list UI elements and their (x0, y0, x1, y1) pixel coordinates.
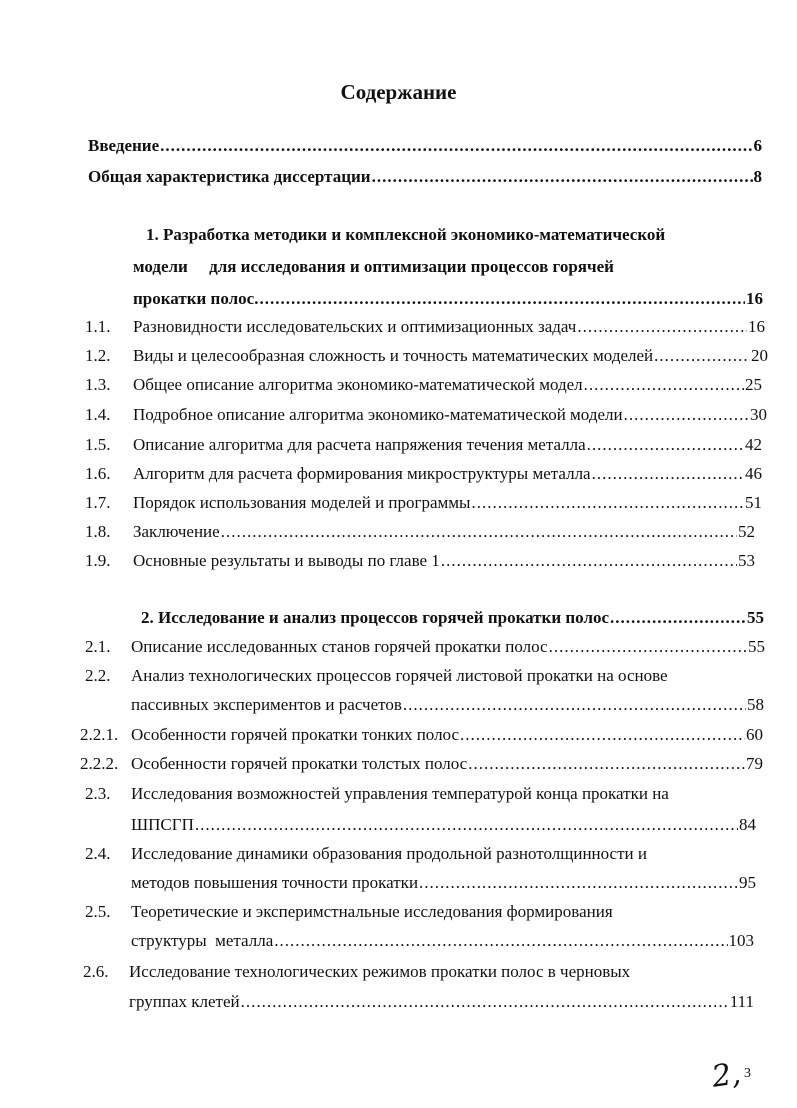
toc-entry-text: 2. Исследование и анализ процессов горячей прокатки полос (141, 608, 610, 627)
toc-leader-dots (468, 753, 745, 775)
toc-entry-text: прокатки полос. (133, 289, 259, 308)
toc-leader-dots (160, 135, 752, 157)
toc-leader-dots (549, 636, 747, 658)
toc-entry-2-5[interactable] (131, 930, 754, 952)
toc-leader-dots (584, 374, 744, 396)
toc-leader-dots (577, 316, 747, 338)
toc-entry-1-1[interactable] (85, 316, 765, 338)
toc-entry-2-3-line-1: Исследования возможностей управления температурой конца прокатки на (131, 784, 669, 803)
toc-leader-dots (587, 434, 744, 456)
toc-entry-2-1[interactable] (85, 636, 765, 658)
toc-entry-page: 103 (728, 931, 754, 950)
toc-entry-number: 1.3. (85, 375, 111, 394)
toc-entry-number: 1.8. (85, 522, 111, 541)
toc-entry-general-characteristics[interactable] (88, 166, 762, 188)
toc-entry-text: Виды и целесообразная сложность и точность математических моделей (133, 346, 654, 365)
toc-entry-text: группах клетей (129, 992, 240, 1011)
toc-entry-number: 1.1. (85, 317, 111, 336)
toc-entry-text: методов повышения точности прокатки (131, 873, 419, 892)
toc-entry-number: 1.6. (85, 464, 111, 483)
toc-leader-dots (460, 724, 745, 746)
toc-entry-number: 1.5. (85, 435, 111, 454)
toc-entry-2-2-number: 2.2. (85, 666, 111, 685)
toc-entry-2-5-line-1: Теоретические и эксперимстнальные исследования формирования (131, 902, 613, 921)
toc-entry-page: 111 (729, 992, 754, 1011)
toc-leader-dots (221, 521, 737, 543)
toc-entry-text: Введение (88, 136, 160, 155)
toc-entry-page: 16 (748, 317, 765, 336)
toc-entry-number: 2.1. (85, 637, 111, 656)
toc-entry-introduction[interactable] (88, 135, 762, 157)
toc-entry-page: 25 (745, 375, 762, 394)
page-number: 3 (744, 1066, 751, 1081)
toc-entry-2-5-number: 2.5. (85, 902, 111, 921)
toc-entry-page: 46 (745, 464, 762, 483)
toc-entry-text: Общее описание алгоритма экономико-математической модел (133, 375, 583, 394)
toc-entry-number: 2.2.2. (80, 754, 119, 773)
toc-entry-page: 79 (746, 754, 763, 773)
toc-entry-page: 42 (745, 435, 762, 454)
toc-entry-1-5[interactable] (85, 434, 762, 456)
toc-entry-page: 8 (753, 167, 762, 186)
toc-leader-dots (419, 872, 738, 894)
toc-entry-2-4[interactable] (131, 872, 756, 894)
toc-entry-1-4[interactable] (85, 404, 767, 426)
toc-entry-number: 1.7. (85, 493, 111, 512)
toc-entry-text: Порядок использования моделей и программы (133, 493, 471, 512)
toc-leader-dots (654, 345, 750, 367)
toc-entry-2-3-number: 2.3. (85, 784, 111, 803)
toc-entry-text: Особенности горячей прокатки толстых полос (131, 754, 468, 773)
toc-leader-dots (610, 607, 746, 629)
toc-entry-page: 30 (750, 405, 767, 424)
toc-leader-dots (195, 814, 738, 836)
toc-entry-page: 6 (753, 136, 762, 155)
toc-entry-text: Общая характеристика диссертации (88, 167, 371, 186)
toc-entry-text: Заключение (133, 522, 220, 541)
chapter-1-heading-line-1: 1. Разработка методики и комплексной экономико-математической (146, 225, 666, 244)
toc-entry-page: 53 (738, 551, 755, 570)
toc-entry-chapter-1[interactable] (133, 288, 763, 310)
toc-entry-page: 95 (739, 873, 756, 892)
toc-entry-text: Особенности горячей прокатки тонких полос (131, 725, 460, 744)
toc-entry-text: ШПСГП (131, 815, 194, 834)
toc-entry-page: 52 (738, 522, 755, 541)
toc-entry-page: 16 (746, 289, 763, 308)
handwritten-signature: 2, (709, 1056, 743, 1095)
toc-entry-2-4-number: 2.4. (85, 844, 111, 863)
toc-entry-text: Алгоритм для расчета формирования микроструктуры металла (133, 464, 591, 483)
toc-entry-1-6[interactable] (85, 463, 762, 485)
toc-entry-text: Подробное описание алгоритма экономико-математической модели (133, 405, 623, 424)
toc-entry-text: Основные результаты и выводы по главе 1 (133, 551, 440, 570)
toc-entry-1-3[interactable] (85, 374, 762, 396)
toc-entry-1-9[interactable] (85, 550, 755, 572)
chapter-1-heading-line-2: модели для исследования и оптимизации процессов горячей (133, 257, 614, 276)
toc-entry-page: 55 (748, 637, 765, 656)
toc-entry-page: 20 (751, 346, 768, 365)
toc-leader-dots (274, 930, 727, 952)
toc-entry-page: 51 (745, 493, 762, 512)
toc-entry-text: Описание исследованных станов горячей прокатки полос (131, 637, 548, 656)
toc-entry-2-2-1[interactable] (80, 724, 763, 746)
toc-leader-dots (624, 404, 749, 426)
toc-leader-dots (403, 694, 746, 716)
toc-leader-dots (259, 288, 745, 310)
toc-leader-dots (372, 166, 753, 188)
toc-entry-text: структуры металла (131, 931, 274, 950)
toc-entry-number: 1.9. (85, 551, 111, 570)
toc-leader-dots (592, 463, 744, 485)
toc-leader-dots (441, 550, 737, 572)
toc-entry-2-6-line-1: Исследование технологических режимов прокатки полос в черновых (129, 962, 631, 981)
toc-entry-number: 1.4. (85, 405, 111, 424)
toc-entry-number: 2.2.1. (80, 725, 119, 744)
toc-entry-2-2[interactable] (131, 694, 764, 716)
toc-leader-dots (471, 492, 744, 514)
toc-entry-1-7[interactable] (85, 492, 762, 514)
toc-entry-chapter-2[interactable] (141, 607, 764, 629)
toc-entry-1-8[interactable] (85, 521, 755, 543)
toc-entry-page: 60 (746, 725, 763, 744)
page-title: Содержание (340, 80, 457, 104)
toc-entry-number: 1.2. (85, 346, 111, 365)
toc-entry-text: пассивных экспериментов и расчетов (131, 695, 402, 714)
toc-entry-page: 84 (739, 815, 756, 834)
toc-entry-page: 55 (747, 608, 764, 627)
toc-entry-text: Разновидности исследовательских и оптимизационных задач (133, 317, 577, 336)
toc-entry-text: Описание алгоритма для расчета напряжения течения металла (133, 435, 586, 454)
toc-entry-2-6[interactable] (129, 991, 754, 1013)
toc-entry-2-4-line-1: Исследование динамики образования продольной разнотолщинности и (131, 844, 647, 863)
toc-leader-dots (241, 991, 729, 1013)
toc-entry-2-2-line-1: Анализ технологических процессов горячей листовой прокатки на основе (131, 666, 668, 685)
toc-entry-2-2-2[interactable] (80, 753, 763, 775)
toc-entry-page: 58 (747, 695, 764, 714)
toc-entry-2-6-number: 2.6. (83, 962, 109, 981)
toc-entry-2-3[interactable] (131, 814, 756, 836)
toc-entry-1-2[interactable] (85, 345, 768, 367)
